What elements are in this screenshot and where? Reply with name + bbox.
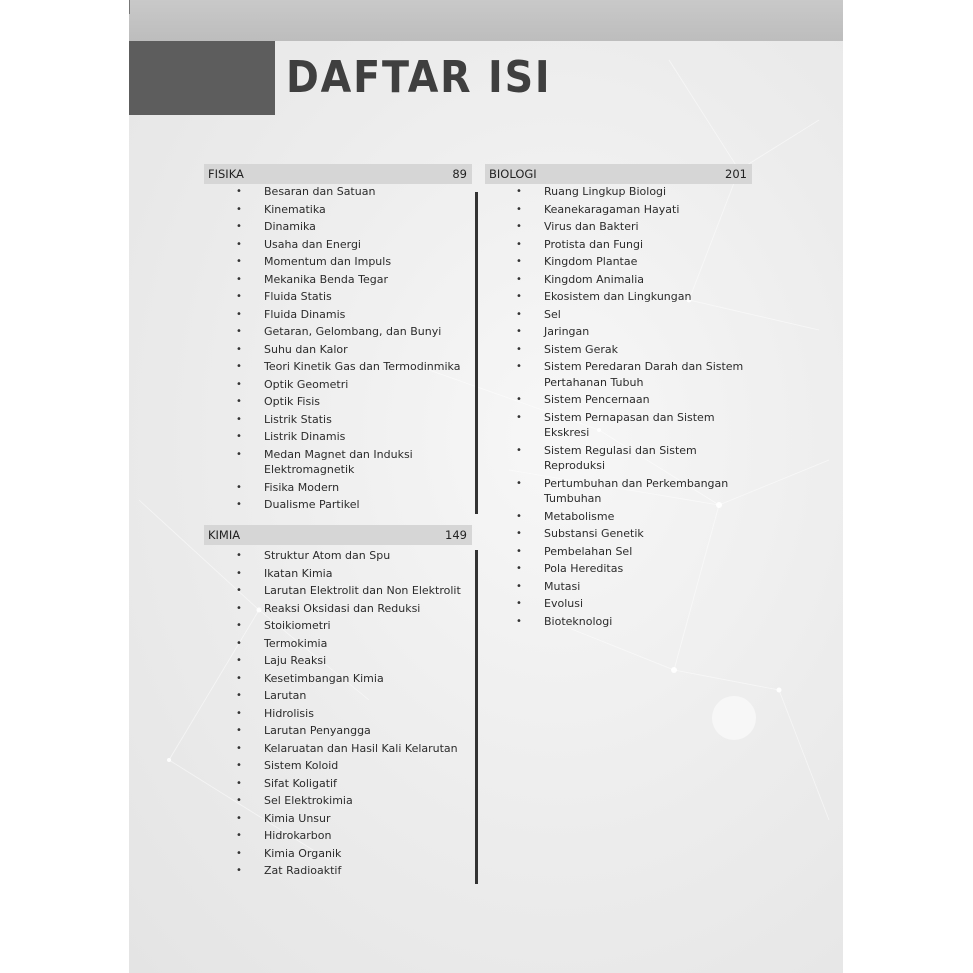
- toc-item: • Hidrolisis: [209, 706, 476, 722]
- toc-item: • Struktur Atom dan Spu: [209, 548, 476, 564]
- section-header-biologi: [485, 164, 752, 184]
- toc-item: • Getaran, Gelombang, dan Bunyi: [209, 324, 476, 340]
- toc-item: • Mutasi: [489, 579, 756, 595]
- section-name: FISIKA: [208, 167, 244, 181]
- toc-item: • Teori Kinetik Gas dan Termodinmika: [209, 359, 476, 375]
- toc-item: • Suhu dan Kalor: [209, 342, 476, 358]
- toc-item: • Reaksi Oksidasi dan Reduksi: [209, 601, 476, 617]
- toc-item: • Ruang Lingkup Biologi: [489, 184, 756, 200]
- toc-item: • Usaha dan Energi: [209, 237, 476, 253]
- toc-item: • Fluida Dinamis: [209, 307, 476, 323]
- toc-item: • Virus dan Bakteri: [489, 219, 756, 235]
- toc-item: • Sistem Peredaran Darah dan Sistem Pertahanan Tubuh: [489, 359, 756, 390]
- toc-item: • Optik Fisis: [209, 394, 476, 410]
- toc-item: • Stoikiometri: [209, 618, 476, 634]
- toc-item: • Sifat Koligatif: [209, 776, 476, 792]
- toc-item: • Kesetimbangan Kimia: [209, 671, 476, 687]
- toc-item: • Kingdom Animalia: [489, 272, 756, 288]
- toc-item: • Sistem Gerak: [489, 342, 756, 358]
- toc-item: • Larutan Elektrolit dan Non Elektrolit: [209, 583, 476, 599]
- toc-item: • Jaringan: [489, 324, 756, 340]
- toc-item: • Sel Elektrokimia: [209, 793, 476, 809]
- section-list-biologi: [489, 184, 756, 631]
- toc-item: • Fisika Modern: [209, 480, 476, 496]
- toc-item: • Kimia Organik: [209, 846, 476, 862]
- toc-item: • Fluida Statis: [209, 289, 476, 305]
- toc-item: • Larutan Penyangga: [209, 723, 476, 739]
- toc-item: • Dualisme Partikel: [209, 497, 476, 513]
- toc-item: • Laju Reaksi: [209, 653, 476, 669]
- toc-item: • Pertumbuhan dan Perkembangan Tumbuhan: [489, 476, 756, 507]
- toc-item: • Pembelahan Sel: [489, 544, 756, 560]
- section-list-fisika: [209, 184, 476, 515]
- toc-item: • Bioteknologi: [489, 614, 756, 630]
- toc-item: • Termokimia: [209, 636, 476, 652]
- section-name: BIOLOGI: [489, 167, 537, 181]
- toc-item: • Ekosistem dan Lingkungan: [489, 289, 756, 305]
- toc-item: • Pola Hereditas: [489, 561, 756, 577]
- toc-item: • Kinematika: [209, 202, 476, 218]
- toc-item: • Besaran dan Satuan: [209, 184, 476, 200]
- section-header-kimia: [204, 525, 472, 545]
- toc-item: • Sistem Pernapasan dan Sistem Ekskresi: [489, 410, 756, 441]
- toc-item: • Hidrokarbon: [209, 828, 476, 844]
- toc-item: • Metabolisme: [489, 509, 756, 525]
- toc-item: • Protista dan Fungi: [489, 237, 756, 253]
- column-divider-upper: [475, 192, 478, 514]
- toc-item: • Sistem Regulasi dan Sistem Reproduksi: [489, 443, 756, 474]
- document-page: [129, 0, 843, 973]
- section-page-number: 201: [725, 167, 747, 181]
- toc-item: • Evolusi: [489, 596, 756, 612]
- section-page-number: 149: [445, 528, 467, 542]
- section-list-kimia: [209, 548, 476, 881]
- toc-item: • Sel: [489, 307, 756, 323]
- toc-item: • Kingdom Plantae: [489, 254, 756, 270]
- toc-item: • Sistem Koloid: [209, 758, 476, 774]
- toc-item: • Optik Geometri: [209, 377, 476, 393]
- page-title: DAFTAR ISI: [286, 52, 552, 103]
- toc-item: • Substansi Genetik: [489, 526, 756, 542]
- toc-item: • Kelaruatan dan Hasil Kali Kelarutan: [209, 741, 476, 757]
- toc-item: • Mekanika Benda Tegar: [209, 272, 476, 288]
- toc-item: • Keanekaragaman Hayati: [489, 202, 756, 218]
- toc-item: • Kimia Unsur: [209, 811, 476, 827]
- toc-item: • Momentum dan Impuls: [209, 254, 476, 270]
- section-header-fisika: [204, 164, 472, 184]
- toc-item: • Listrik Dinamis: [209, 429, 476, 445]
- toc-item: • Medan Magnet dan Induksi Elektromagnetik: [209, 447, 476, 478]
- toc-item: • Zat Radioaktif: [209, 863, 476, 879]
- toc-item: • Dinamika: [209, 219, 476, 235]
- toc-item: • Ikatan Kimia: [209, 566, 476, 582]
- toc-item: • Listrik Statis: [209, 412, 476, 428]
- column-divider-lower: [475, 550, 478, 884]
- title-block-decoration: [129, 41, 275, 115]
- binding-mark: [128, 0, 131, 14]
- section-page-number: 89: [452, 167, 467, 181]
- toc-item: • Larutan: [209, 688, 476, 704]
- toc-item: • Sistem Pencernaan: [489, 392, 756, 408]
- section-name: KIMIA: [208, 528, 241, 542]
